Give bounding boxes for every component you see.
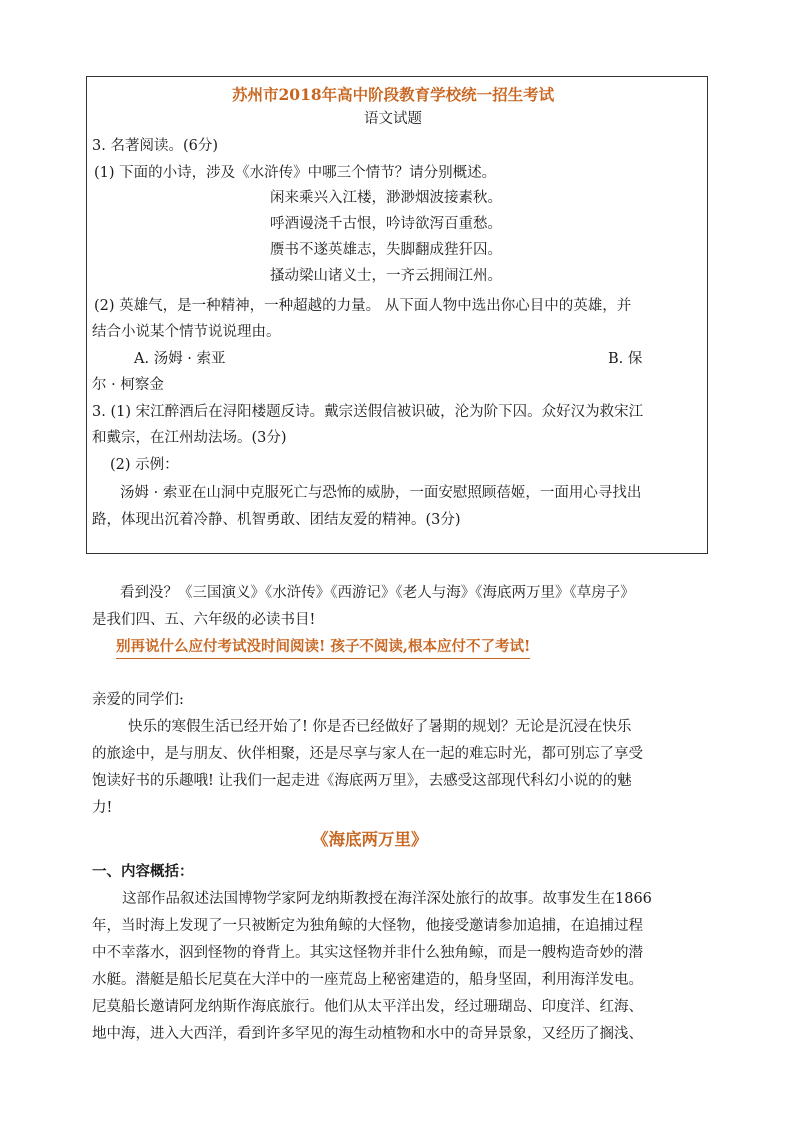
answer-1-cont: 和戴宗，在江州劫法场。(3分) <box>92 430 287 446</box>
answer-2-label: (2) 示例： <box>110 457 179 473</box>
option-b: B. 保 <box>608 351 643 367</box>
book-title: 《海底两万里》 <box>312 830 428 849</box>
section-line: 地中海，进入大西洋，看到许多罕见的海生动植物和水中的奇异景象，又经历了搁浅、 <box>92 1026 643 1042</box>
poem-line: 搔动梁山诸义士，一齐云拥闹江州。 <box>270 268 502 284</box>
question-3-1: (1) 下面的小诗，涉及《水浒传》中哪三个情节？请分别概述。 <box>94 165 497 181</box>
section-line: 年，当时海上发现了一只被断定为独角鲸的大怪物，他接受邀请参加追捕，在追捕过程 <box>92 918 643 934</box>
section-line: 中不幸落水，泅到怪物的脊背上。其实这怪物并非什么独角鲸，而是一艘构造奇妙的潜 <box>92 945 643 961</box>
exam-subtitle: 语文试题 <box>364 111 422 127</box>
option-a: A. 汤姆 · 索亚 <box>134 351 226 367</box>
intro-line: 看到没？《三国演义》《水浒传》《西游记》《老人与海》《海底两万里》《草房子》 <box>120 585 635 601</box>
section-line: 尼莫船长邀请阿龙纳斯作海底旅行。他们从太平洋出发，经过珊瑚岛、印度洋、红海、 <box>92 999 643 1015</box>
section-line: 水艇。潜艇是船长尼莫在大洋中的一座荒岛上秘密建造的，船身坚固，利用海洋发电。 <box>92 972 643 988</box>
answer-2: 汤姆 · 索亚在山洞中克服死亡与恐怖的威胁，一面安慰照顾蓓姬，一面用心寻找出 <box>120 485 642 501</box>
letter-line: 快乐的寒假生活已经开始了! 你是否已经做好了暑期的规划？无论是沉浸在快乐 <box>128 719 632 735</box>
letter-line: 力! <box>92 800 113 816</box>
question-3-2: (2) 英雄气，是一种精神，一种超越的力量。 从下面人物中选出你心目中的英雄，并 <box>94 298 632 314</box>
intro-highlight: 别再说什么应付考试没时间阅读! 孩子不阅读,根本应付不了考试! <box>116 637 530 659</box>
letter-line: 饱读好书的乐趣哦! 让我们一起走进《海底两万里》，去感受这部现代科幻小说的的魅 <box>92 773 632 789</box>
question-3: 3. 名著阅读。(6分) <box>92 138 218 154</box>
section-line: 这部作品叙述法国博物学家阿龙纳斯教授在海洋深处旅行的故事。故事发生在1866 <box>122 891 652 907</box>
answer-2-cont: 路，体现出沉着冷静、机智勇敢、团结友爱的精神。(3分) <box>92 512 461 528</box>
poem-line: 赝书不遂英雄志，失脚翻成狴犴囚。 <box>270 242 502 258</box>
poem-line: 闲来乘兴入江楼，渺渺烟波接素秋。 <box>270 190 502 206</box>
exam-title: 苏州市2018年高中阶段教育学校统一招生考试 <box>232 85 555 104</box>
intro-line: 是我们四、五、六年级的必读书目! <box>92 612 316 628</box>
question-3-2-cont: 结合小说某个情节说说理由。 <box>92 324 281 340</box>
section-heading: 一、内容概括： <box>92 863 194 880</box>
poem-line: 呼酒谩浇千古恨，吟诗欲泻百重愁。 <box>270 216 502 232</box>
answer-1: 3. (1) 宋江醉酒后在浔阳楼题反诗。戴宗送假信被识破，沦为阶下囚。众好汉为救宋江 <box>92 404 644 420</box>
option-b-cont: 尔 · 柯察金 <box>92 377 164 393</box>
letter-greeting: 亲爱的同学们: <box>92 692 184 708</box>
letter-line: 的旅途中，是与朋友、伙伴相聚，还是尽享与家人在一起的难忘时光，都可别忘了享受 <box>92 746 643 762</box>
